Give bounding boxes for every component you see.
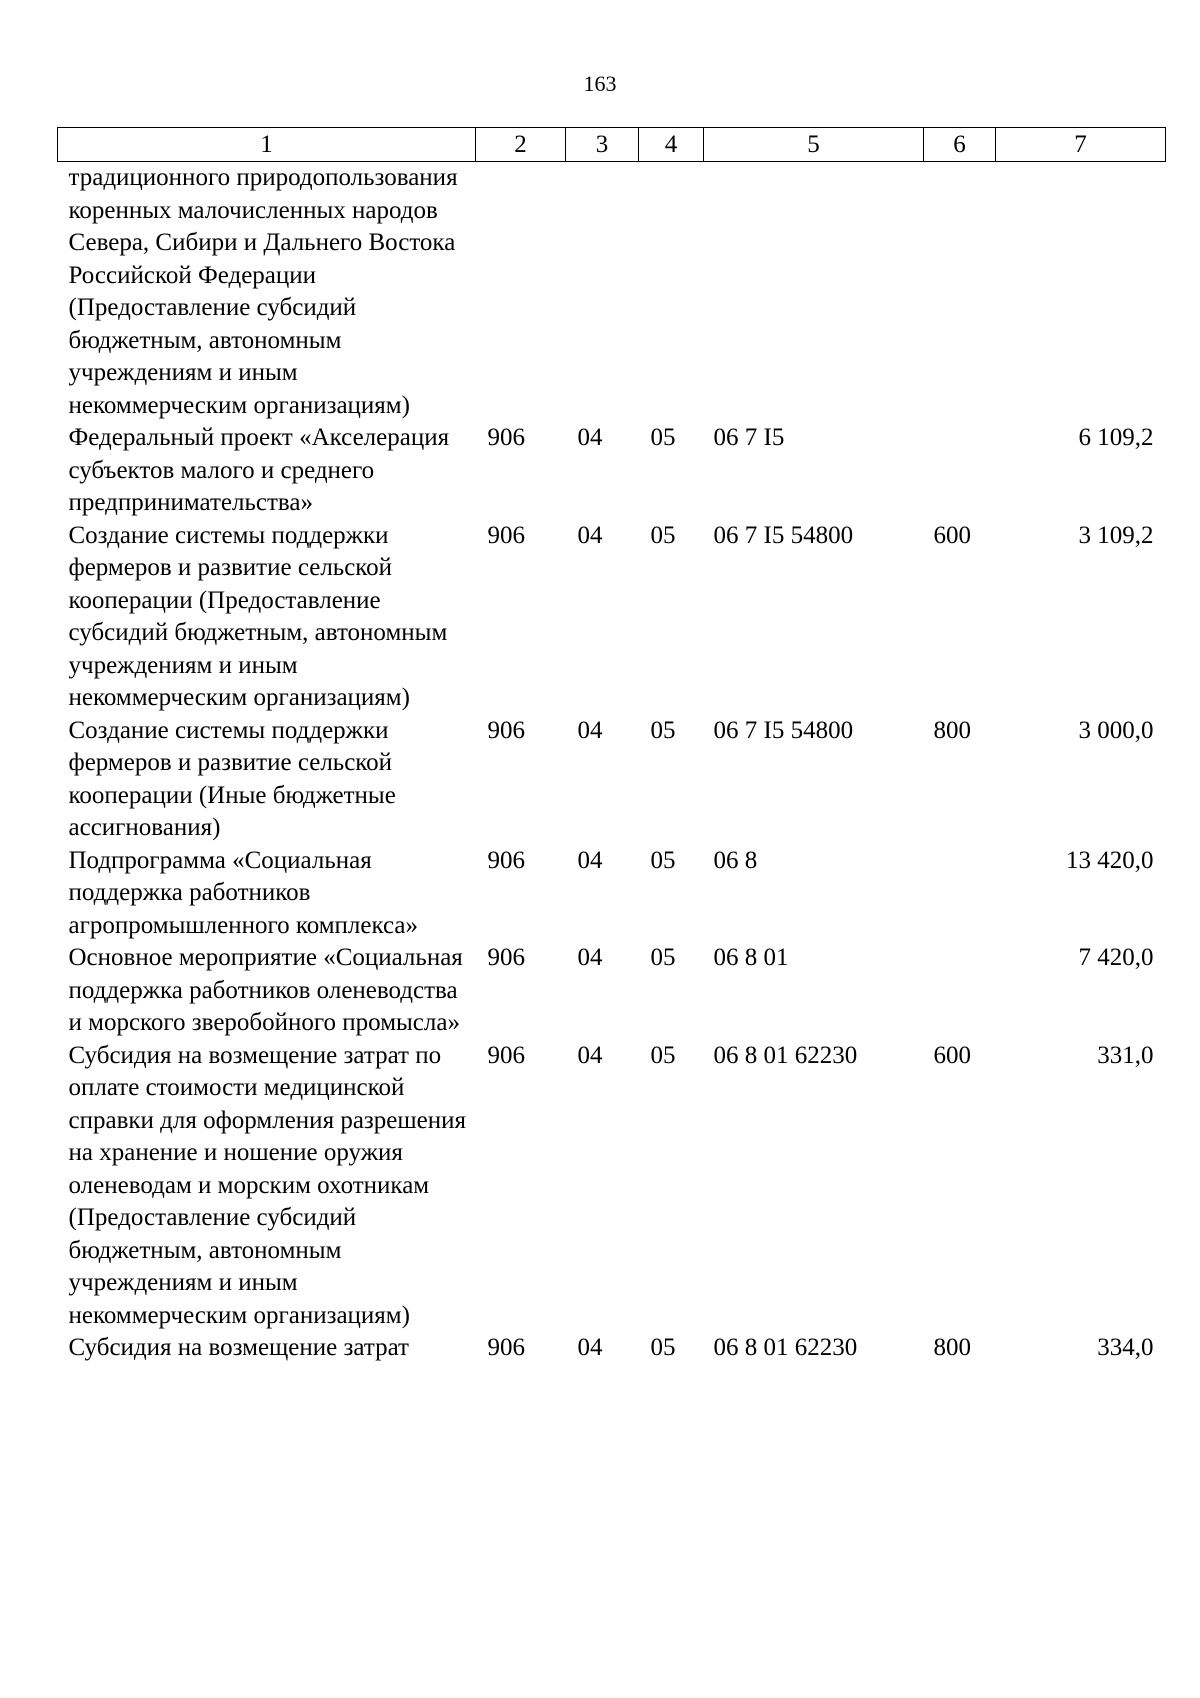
row-amount: 6 109,2 [1078,424,1154,451]
column-header: 1 [58,128,476,162]
row-section: 04 [577,424,603,451]
row-ministry [476,162,566,423]
row-expense-type: 800 [933,716,971,744]
row-expense-type: 800 [933,1334,971,1361]
table-row [58,422,1166,520]
row-ministry: 906 [487,716,525,744]
row-name: Федеральный проект «Акселерация субъектов малого и среднего предпринимательства» [68,424,450,516]
row-name: Подпрограмма «Социальная поддержка работников агропромышленного комплекса» [68,846,419,939]
row-target [704,162,924,423]
row-name: Субсидия на возмещение затрат [68,1334,409,1361]
column-header: 3 [566,128,639,162]
row-section: 04 [577,1041,603,1069]
row-name: Основное мероприятие «Социальная поддержка работников оленеводства и морского зверобойного промысла» [68,944,463,1036]
row-section: 04 [577,846,603,874]
row-amount: 13 420,0 [1066,846,1154,874]
row-section: 04 [577,716,603,744]
row-name: Создание системы поддержки фермеров и развитие сельской кооперации (Иные бюджетные ассигнования) [68,716,396,841]
row-target: 06 8 01 62230 [713,1334,858,1361]
row-ministry: 906 [487,1334,525,1361]
table-row [58,845,1166,943]
row-amount: 334,0 [1097,1334,1154,1361]
row-subsection: 05 [650,1334,676,1361]
row-amount: 331,0 [1097,1041,1154,1069]
row-target: 06 7 I5 [713,424,785,451]
column-header: 2 [476,128,566,162]
row-name: Создание системы поддержки фермеров и развитие сельской кооперации (Предоставление субсидий бюджетным, автономным учреждениям и иным некоммерческим организациям) [68,521,448,711]
row-name: Субсидия на возмещение затрат по оплате стоимости медицинской справки для оформления разрешения на хранение и ношение оружия оленеводам и морским охотникам (Предоставление субсидий бюджетным, автономным учреждениям и иным некоммерческим организациям) [68,1041,466,1329]
row-ministry: 906 [487,521,525,549]
row-section: 04 [577,944,603,971]
column-header: 6 [924,128,996,162]
table-row [58,1040,1166,1333]
table-row [58,520,1166,715]
row-target: 06 8 01 62230 [713,1041,858,1069]
row-name: традиционного природопользования коренных малочисленных народов Севера, Сибири и Дальнего Востока Российской Федерации (Предоставление субсидий бюджетным, автономным учреждениям и иным некоммерческим организациям) [68,164,458,419]
table-row [58,162,1166,423]
row-expense-type [924,162,996,423]
row-expense-type [924,845,996,943]
row-ministry: 906 [487,424,525,451]
row-amount: 3 000,0 [1078,716,1154,744]
row-ministry: 906 [487,1041,525,1069]
row-subsection [639,162,704,423]
header-row [58,128,1166,162]
row-expense-type [924,942,996,1040]
table-header [58,128,1166,162]
row-subsection: 05 [650,424,676,451]
row-target: 06 7 I5 54800 [713,521,854,549]
row-section: 04 [577,521,603,549]
table-row [58,1332,1166,1365]
row-subsection: 05 [650,944,676,971]
row-ministry: 906 [487,846,525,874]
row-subsection: 05 [650,846,676,874]
row-amount [996,162,1166,423]
budget-table [57,127,1166,1365]
page-number: 163 [583,71,617,96]
table-row [58,942,1166,1040]
row-section [566,162,639,423]
row-expense-type: 600 [933,521,971,549]
column-header: 7 [996,128,1166,162]
row-expense-type: 600 [933,1041,971,1069]
column-header: 4 [639,128,704,162]
row-subsection: 05 [650,716,676,744]
row-target: 06 8 01 [713,944,789,971]
row-target: 06 8 [713,846,758,874]
table-body [58,162,1166,1365]
row-expense-type [924,422,996,520]
table-row [58,715,1166,845]
row-subsection: 05 [650,521,676,549]
row-amount: 7 420,0 [1078,944,1154,971]
column-header: 5 [704,128,924,162]
row-target: 06 7 I5 54800 [713,716,854,744]
row-ministry: 906 [487,944,525,971]
row-subsection: 05 [650,1041,676,1069]
row-section: 04 [577,1334,603,1361]
row-amount: 3 109,2 [1078,521,1154,549]
